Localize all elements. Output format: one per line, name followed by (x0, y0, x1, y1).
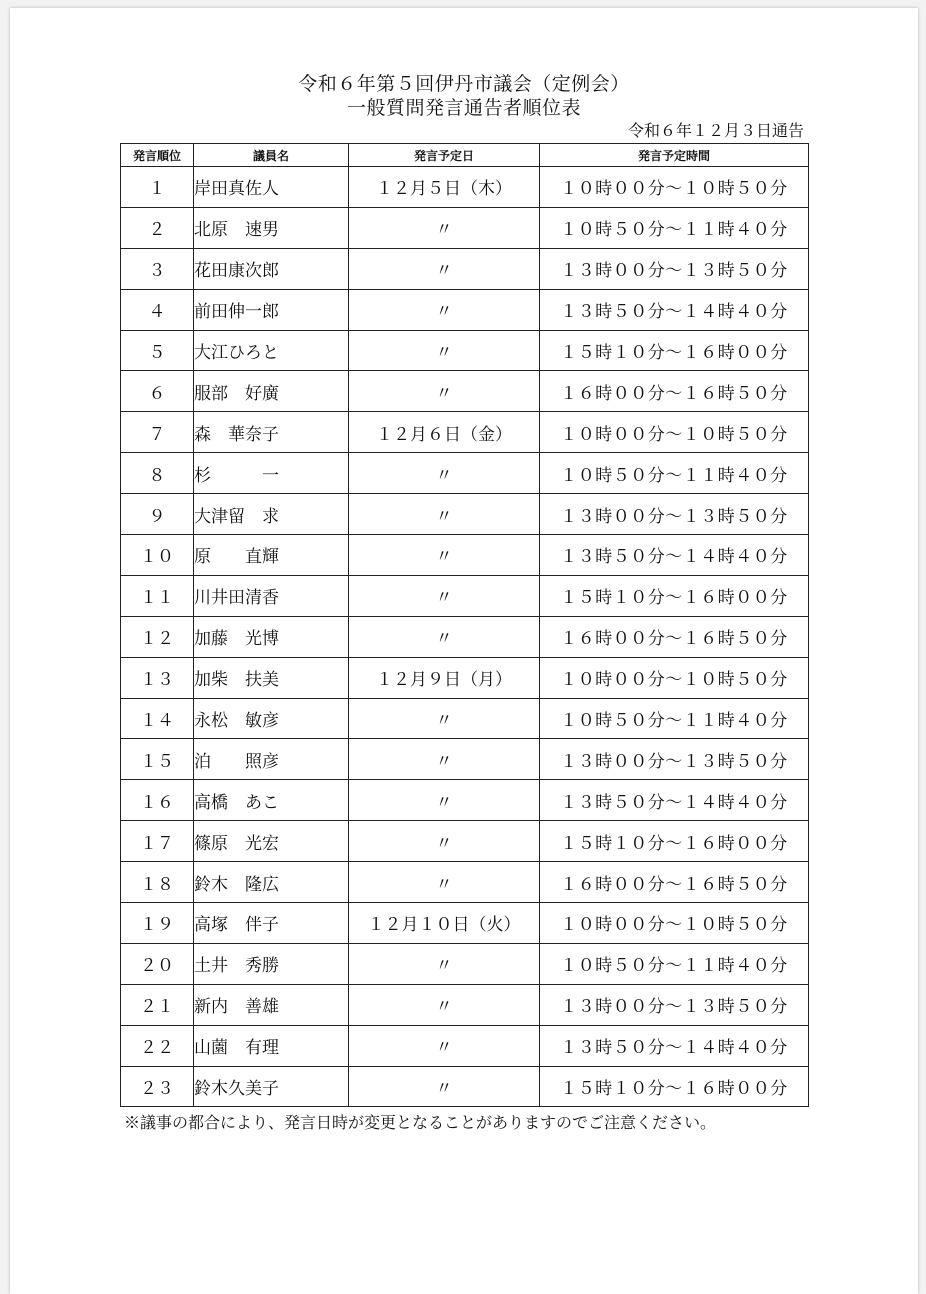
time-cell: １３時００分～１３時５０分 (540, 494, 809, 535)
header-order: 発言順位 (121, 144, 194, 167)
table-row (121, 453, 809, 494)
member-name-cell: 大津留 求 (194, 494, 349, 535)
table-row (121, 821, 809, 862)
table-row (121, 698, 809, 739)
order-cell: ２１ (121, 984, 194, 1025)
table-row (121, 1025, 809, 1066)
member-name-cell: 服部 好廣 (194, 371, 349, 412)
member-name-cell: 鈴木 隆広 (194, 862, 349, 903)
table-row (121, 1066, 809, 1107)
date-cell: 〃 (349, 1066, 540, 1107)
time-cell: １３時５０分～１４時４０分 (540, 289, 809, 330)
member-name-cell: 杉 一 (194, 453, 349, 494)
time-cell: １６時００分～１６時５０分 (540, 862, 809, 903)
header-member-name: 議員名 (194, 144, 349, 167)
order-cell: １１ (121, 575, 194, 616)
date-cell: 〃 (349, 371, 540, 412)
order-cell: １５ (121, 739, 194, 780)
header-scheduled-time: 発言予定時間 (540, 144, 809, 167)
date-cell: 〃 (349, 984, 540, 1025)
member-name-cell: 新内 善雄 (194, 984, 349, 1025)
order-cell: ２ (121, 207, 194, 248)
table-row (121, 616, 809, 657)
table-row (121, 494, 809, 535)
speaker-order-table (120, 143, 809, 1107)
member-name-cell: 篠原 光宏 (194, 821, 349, 862)
date-cell: 〃 (349, 616, 540, 657)
time-cell: １０時５０分～１１時４０分 (540, 453, 809, 494)
document-subtitle: 一般質問発言通告者順位表 (346, 97, 581, 119)
notice-date: 令和６年１２月３日通告 (627, 121, 804, 140)
time-cell: １０時５０分～１１時４０分 (540, 207, 809, 248)
time-cell: １５時１０分～１６時００分 (540, 575, 809, 616)
time-cell: １６時００分～１６時５０分 (540, 371, 809, 412)
order-cell: ６ (121, 371, 194, 412)
member-name-cell: 川井田清香 (194, 575, 349, 616)
date-cell: 〃 (349, 821, 540, 862)
date-cell: 〃 (349, 575, 540, 616)
order-cell: １６ (121, 780, 194, 821)
member-name-cell: 泊 照彦 (194, 739, 349, 780)
member-name-cell: 加柴 扶美 (194, 657, 349, 698)
order-cell: １８ (121, 862, 194, 903)
order-cell: １２ (121, 616, 194, 657)
time-cell: １０時００分～１０時５０分 (540, 412, 809, 453)
order-cell: ２３ (121, 1066, 194, 1107)
table-row (121, 943, 809, 984)
time-cell: １３時５０分～１４時４０分 (540, 780, 809, 821)
date-cell: 〃 (349, 535, 540, 576)
table-row (121, 330, 809, 371)
member-name-cell: 大江ひろと (194, 330, 349, 371)
table-row (121, 780, 809, 821)
date-cell: 〃 (349, 780, 540, 821)
date-cell: 〃 (349, 698, 540, 739)
date-cell: 〃 (349, 453, 540, 494)
time-cell: １３時００分～１３時５０分 (540, 984, 809, 1025)
member-name-cell: 前田伸一郎 (194, 289, 349, 330)
order-cell: １ (121, 167, 194, 208)
order-cell: ３ (121, 248, 194, 289)
date-cell: １２月１０日（火） (349, 903, 540, 944)
time-cell: １３時５０分～１４時４０分 (540, 1025, 809, 1066)
date-cell: 〃 (349, 248, 540, 289)
member-name-cell: 山薗 有理 (194, 1025, 349, 1066)
time-cell: １０時００分～１０時５０分 (540, 903, 809, 944)
document-page (10, 8, 918, 1294)
table-row (121, 248, 809, 289)
time-cell: １５時１０分～１６時００分 (540, 1066, 809, 1107)
table-row (121, 862, 809, 903)
footnote: ※議事の都合により、発言日時が変更となることがありますのでご注意ください。 (124, 1113, 717, 1132)
date-cell: 〃 (349, 1025, 540, 1066)
order-cell: ２０ (121, 943, 194, 984)
order-cell: １７ (121, 821, 194, 862)
table-row (121, 167, 809, 208)
table-row (121, 412, 809, 453)
time-cell: １０時５０分～１１時４０分 (540, 943, 809, 984)
order-cell: ７ (121, 412, 194, 453)
member-name-cell: 高塚 伴子 (194, 903, 349, 944)
order-cell: ２２ (121, 1025, 194, 1066)
time-cell: １３時００分～１３時５０分 (540, 739, 809, 780)
table-row (121, 207, 809, 248)
table-row (121, 575, 809, 616)
member-name-cell: 森 華奈子 (194, 412, 349, 453)
date-cell: １２月９日（月） (349, 657, 540, 698)
time-cell: １０時００分～１０時５０分 (540, 167, 809, 208)
table-row (121, 739, 809, 780)
date-cell: 〃 (349, 862, 540, 903)
time-cell: １５時１０分～１６時００分 (540, 821, 809, 862)
time-cell: １５時１０分～１６時００分 (540, 330, 809, 371)
member-name-cell: 高橋 あこ (194, 780, 349, 821)
order-cell: ５ (121, 330, 194, 371)
date-cell: 〃 (349, 739, 540, 780)
order-cell: ８ (121, 453, 194, 494)
member-name-cell: 北原 速男 (194, 207, 349, 248)
date-cell: 〃 (349, 943, 540, 984)
time-cell: １０時５０分～１１時４０分 (540, 698, 809, 739)
order-cell: １４ (121, 698, 194, 739)
order-cell: １９ (121, 903, 194, 944)
table-body (121, 167, 809, 1107)
date-cell: 〃 (349, 494, 540, 535)
time-cell: １６時００分～１６時５０分 (540, 616, 809, 657)
order-cell: １３ (121, 657, 194, 698)
date-cell: １２月５日（木） (349, 167, 540, 208)
order-cell: １０ (121, 535, 194, 576)
table-row (121, 657, 809, 698)
member-name-cell: 加藤 光博 (194, 616, 349, 657)
time-cell: １３時００分～１３時５０分 (540, 248, 809, 289)
member-name-cell: 原 直輝 (194, 535, 349, 576)
date-cell: 〃 (349, 207, 540, 248)
member-name-cell: 土井 秀勝 (194, 943, 349, 984)
date-cell: １２月６日（金） (349, 412, 540, 453)
order-cell: ４ (121, 289, 194, 330)
table-row (121, 289, 809, 330)
time-cell: １０時００分～１０時５０分 (540, 657, 809, 698)
order-cell: ９ (121, 494, 194, 535)
member-name-cell: 花田康次郎 (194, 248, 349, 289)
table-header-row (121, 144, 809, 167)
member-name-cell: 岸田真佐人 (194, 167, 349, 208)
date-cell: 〃 (349, 289, 540, 330)
table-row (121, 903, 809, 944)
table-row (121, 535, 809, 576)
member-name-cell: 永松 敏彦 (194, 698, 349, 739)
table-row (121, 371, 809, 412)
table-row (121, 984, 809, 1025)
date-cell: 〃 (349, 330, 540, 371)
document-title: 令和６年第５回伊丹市議会（定例会） (298, 73, 630, 95)
header-scheduled-date: 発言予定日 (349, 144, 540, 167)
time-cell: １３時５０分～１４時４０分 (540, 535, 809, 576)
member-name-cell: 鈴木久美子 (194, 1066, 349, 1107)
